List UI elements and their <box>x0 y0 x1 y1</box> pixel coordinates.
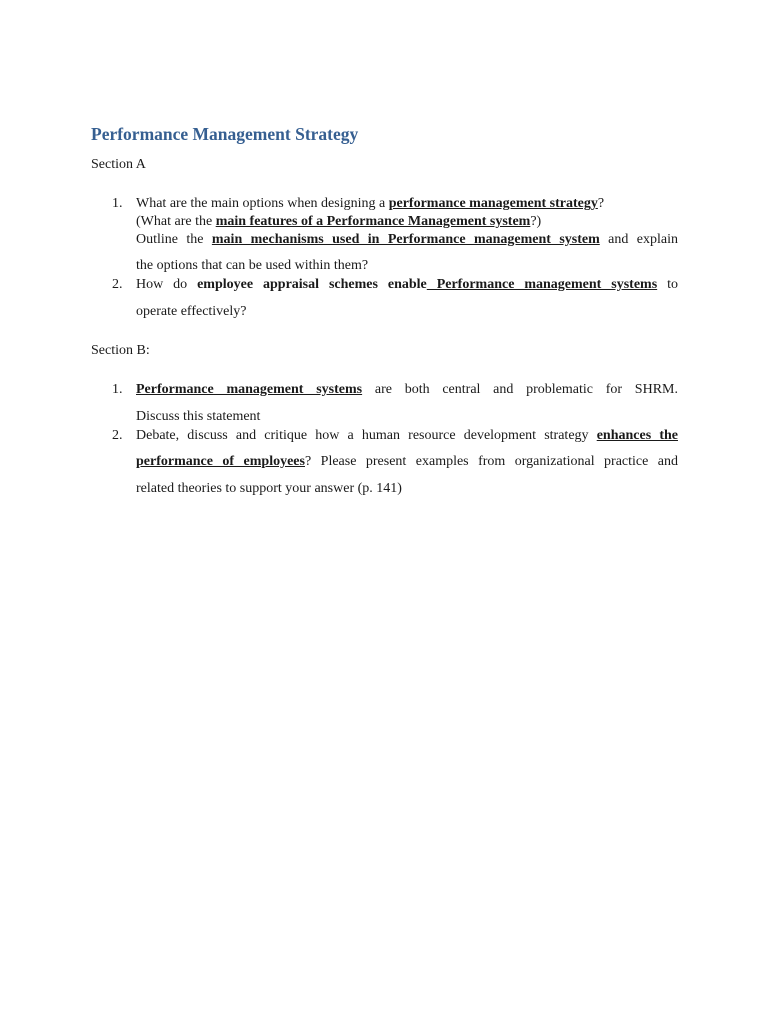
text-run: are both central and problematic for SHRM. <box>362 382 678 397</box>
document-title: Performance Management Strategy <box>91 124 359 144</box>
text-run: What are the main options when designing a <box>136 196 389 211</box>
question-line: related theories to support your answer (p. 141) <box>136 481 402 496</box>
question-number: 1. <box>112 382 123 397</box>
question-number: 2. <box>112 277 123 292</box>
question-line: operate effectively? <box>136 304 247 319</box>
question-number: 2. <box>112 428 123 443</box>
text-run: Outline the <box>136 232 212 247</box>
text-run: ? Please present examples from organizational practice and <box>304 454 679 469</box>
question-line <box>136 277 678 293</box>
question-line: Discuss this statement <box>136 409 261 424</box>
question-number: 1. <box>112 196 123 211</box>
question-line <box>136 214 541 230</box>
text-run: and explain <box>599 232 678 247</box>
question-line <box>136 196 604 212</box>
emphasis-text: main mechanisms used in Performance management system <box>211 232 600 247</box>
text-run: Debate, discuss and critique how a human resource development strategy <box>136 428 597 443</box>
question-line <box>136 232 678 248</box>
emphasis-text: performance of employees <box>136 454 305 469</box>
emphasis-text: employee appraisal schemes enable <box>197 277 427 292</box>
question-line <box>136 382 678 398</box>
section-a-label: Section A <box>91 157 146 172</box>
question-line <box>136 454 678 470</box>
emphasis-text: Performance management systems <box>426 277 658 292</box>
text-run: to <box>657 277 678 292</box>
emphasis-text: enhances the <box>596 428 678 443</box>
text-run: ? <box>597 196 605 211</box>
section-b-label: Section B: <box>91 343 150 358</box>
emphasis-text: performance management strategy <box>388 196 598 211</box>
emphasis-text: Performance management systems <box>136 382 363 397</box>
text-run: How do <box>136 277 198 292</box>
question-line: the options that can be used within them? <box>136 258 369 273</box>
emphasis-text: main features of a Performance Management system <box>215 214 531 229</box>
question-line <box>136 428 678 444</box>
text-run: (What are the <box>136 214 216 229</box>
text-run: ?) <box>530 214 542 229</box>
